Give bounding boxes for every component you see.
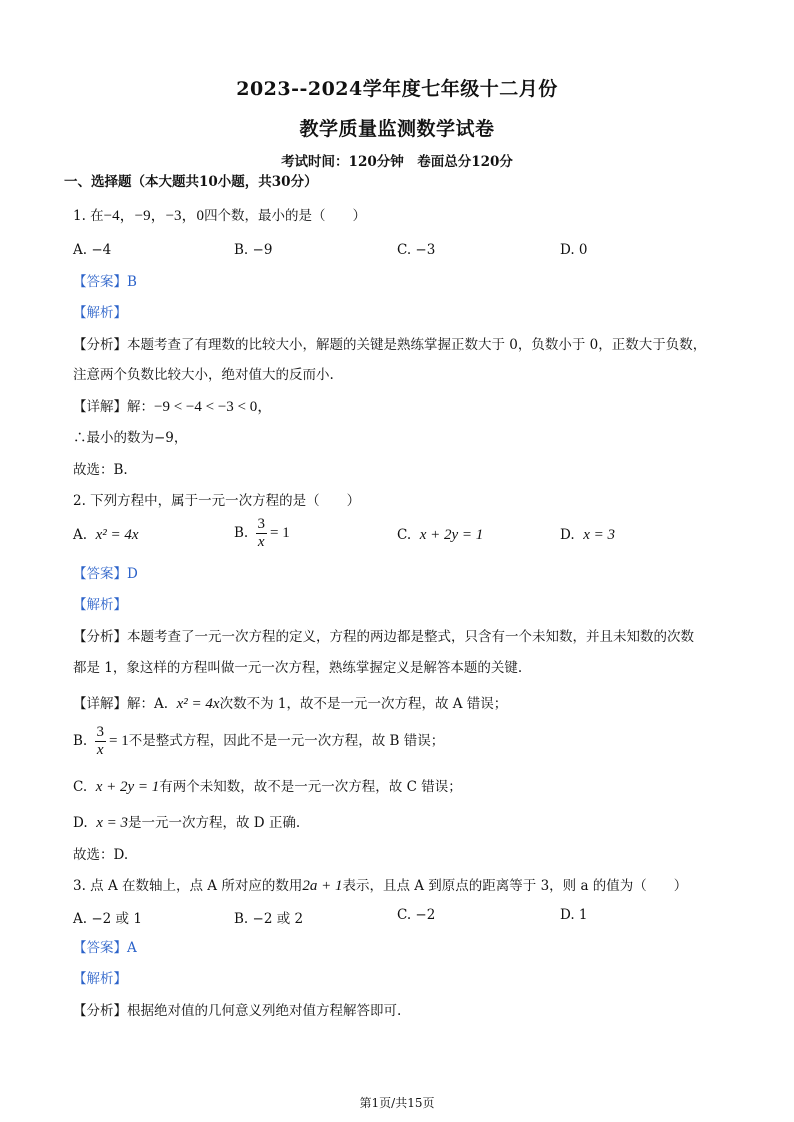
q1-option-b: B. −9 <box>234 242 273 258</box>
q2-detail-c-math: x + 2y = 1 <box>95 779 160 795</box>
q3-option-a: A. −2 或 1 <box>73 911 142 927</box>
q1-answer: 【答案】B <box>73 274 137 290</box>
q2-option-a-label: A. <box>73 527 88 543</box>
q2-detail-b-denominator: x <box>96 742 104 758</box>
section-heading: 一、选择题（本大题共10小题，共30分） <box>64 174 318 190</box>
q3-analysis-tag: 【解析】 <box>73 971 127 987</box>
q2-analysis-tag: 【解析】 <box>73 597 127 613</box>
q2-detail-b-fraction <box>95 724 107 759</box>
q2-prompt: 2. 下列方程中，属于一元一次方程的是（ ） <box>73 493 361 509</box>
q2-detail-a-text: 次数不为 1，故不是一元一次方程，故 A 错误； <box>219 696 508 712</box>
q1-therefore: ∴最小的数为−9， <box>73 430 188 446</box>
q3-prompt <box>73 876 723 896</box>
q1-prompt <box>73 206 723 226</box>
q3-option-b: B. −2 或 2 <box>234 911 304 927</box>
q1-option-a: A. −4 <box>73 242 112 258</box>
q1-choose: 故选：B. <box>73 462 128 478</box>
q2-option-c-label: C. <box>397 527 412 543</box>
q2-detail-a-math: x² = 4x <box>176 696 220 712</box>
q2-option-b-rhs: = 1 <box>270 525 290 541</box>
q3-option-d: D. 1 <box>560 907 588 923</box>
q1-option-d: D. 0 <box>560 242 588 258</box>
q2-detail-d-math: x = 3 <box>96 815 129 831</box>
q3-option-c: C. −2 <box>397 907 436 923</box>
q2-option-c-math: x + 2y = 1 <box>419 527 484 543</box>
q1-prompt-prefix: 1. 在 <box>73 208 104 224</box>
q1-fenxi-line2: 注意两个负数比较大小，绝对值大的反而小. <box>73 367 334 383</box>
q2-option-d-math: x = 3 <box>583 527 616 543</box>
q2-detail-c-label: C. <box>73 779 88 795</box>
q2-option-b <box>234 516 290 551</box>
page-number: 第1页/共15页 <box>359 1096 435 1110</box>
q1-detail <box>73 397 723 417</box>
exam-title-line1: 2023--2024学年度七年级十二月份 <box>236 78 558 100</box>
q2-option-b-label: B. <box>234 525 249 541</box>
q2-option-b-fraction <box>256 516 268 551</box>
q2-detail-b-numerator: 3 <box>96 724 105 740</box>
q2-detail-d <box>73 813 723 833</box>
q1-option-c: C. −3 <box>397 242 436 258</box>
q3-prompt-a: 3. 点 A 在数轴上，点 A 所对应的数用 <box>73 878 303 894</box>
q1-fenxi-line1: 【分析】本题考查了有理数的比较大小，解题的关键是熟练掌握正数大于 0，负数小于 0，正数大于负数， <box>73 337 707 353</box>
q2-option-b-denominator: x <box>257 534 265 550</box>
q2-detail-b-text: 不是整式方程，因此不是一元一次方程，故 B 错误； <box>128 733 445 749</box>
q1-detail-label: 【详解】解： <box>73 399 154 415</box>
q2-answer: 【答案】D <box>73 566 138 582</box>
q2-detail-b-label: B. <box>73 733 88 749</box>
q1-analysis-tag: 【解析】 <box>73 305 127 321</box>
q2-fenxi-line1: 【分析】本题考查了一元一次方程的定义，方程的两边都是整式，只含有一个未知数，并且未知数的次数 <box>73 629 694 645</box>
q3-fenxi: 【分析】根据绝对值的几何意义列绝对值方程解答即可. <box>73 1003 402 1019</box>
q2-option-a-math: x² = 4x <box>95 527 139 543</box>
q2-choose: 故选：D. <box>73 847 129 863</box>
exam-title-line2: 教学质量监测数学试卷 <box>299 118 495 140</box>
q2-detail-a <box>73 694 723 714</box>
exam-meta: 考试时间：120分钟 卷面总分120分 <box>281 154 513 170</box>
q2-option-c <box>397 527 483 544</box>
q2-detail-label: 【详解】解：A. <box>73 696 169 712</box>
q2-detail-d-label: D. <box>73 815 88 831</box>
q2-detail-d-text: 是一元一次方程，故 D 正确. <box>128 815 301 831</box>
q2-option-d-label: D. <box>560 527 575 543</box>
q2-fenxi-line2: 都是 1，象这样的方程叫做一元一次方程，熟练掌握定义是解答本题的关键. <box>73 660 523 676</box>
q2-option-d <box>560 527 615 544</box>
q2-detail-b-rhs: = 1 <box>109 733 129 749</box>
q3-prompt-b: 表示，且点 A 到原点的距离等于 3，则 a 的值为（ ） <box>342 878 688 894</box>
q2-detail-c-text: 有两个未知数，故不是一元一次方程，故 C 错误； <box>159 779 462 795</box>
q3-prompt-math: 2a + 1 <box>302 878 343 894</box>
q3-answer: 【答案】A <box>73 940 137 956</box>
q2-option-b-numerator: 3 <box>257 516 266 532</box>
q1-prompt-numbers: −4，−9，−3，0 <box>103 208 205 224</box>
q2-detail-c <box>73 777 723 797</box>
q2-detail-b <box>73 724 723 764</box>
q1-prompt-suffix: 四个数，最小的是（ ） <box>204 208 367 224</box>
q1-detail-math: −9 < −4 < −3 < 0， <box>154 399 273 415</box>
q2-option-a <box>73 527 139 544</box>
